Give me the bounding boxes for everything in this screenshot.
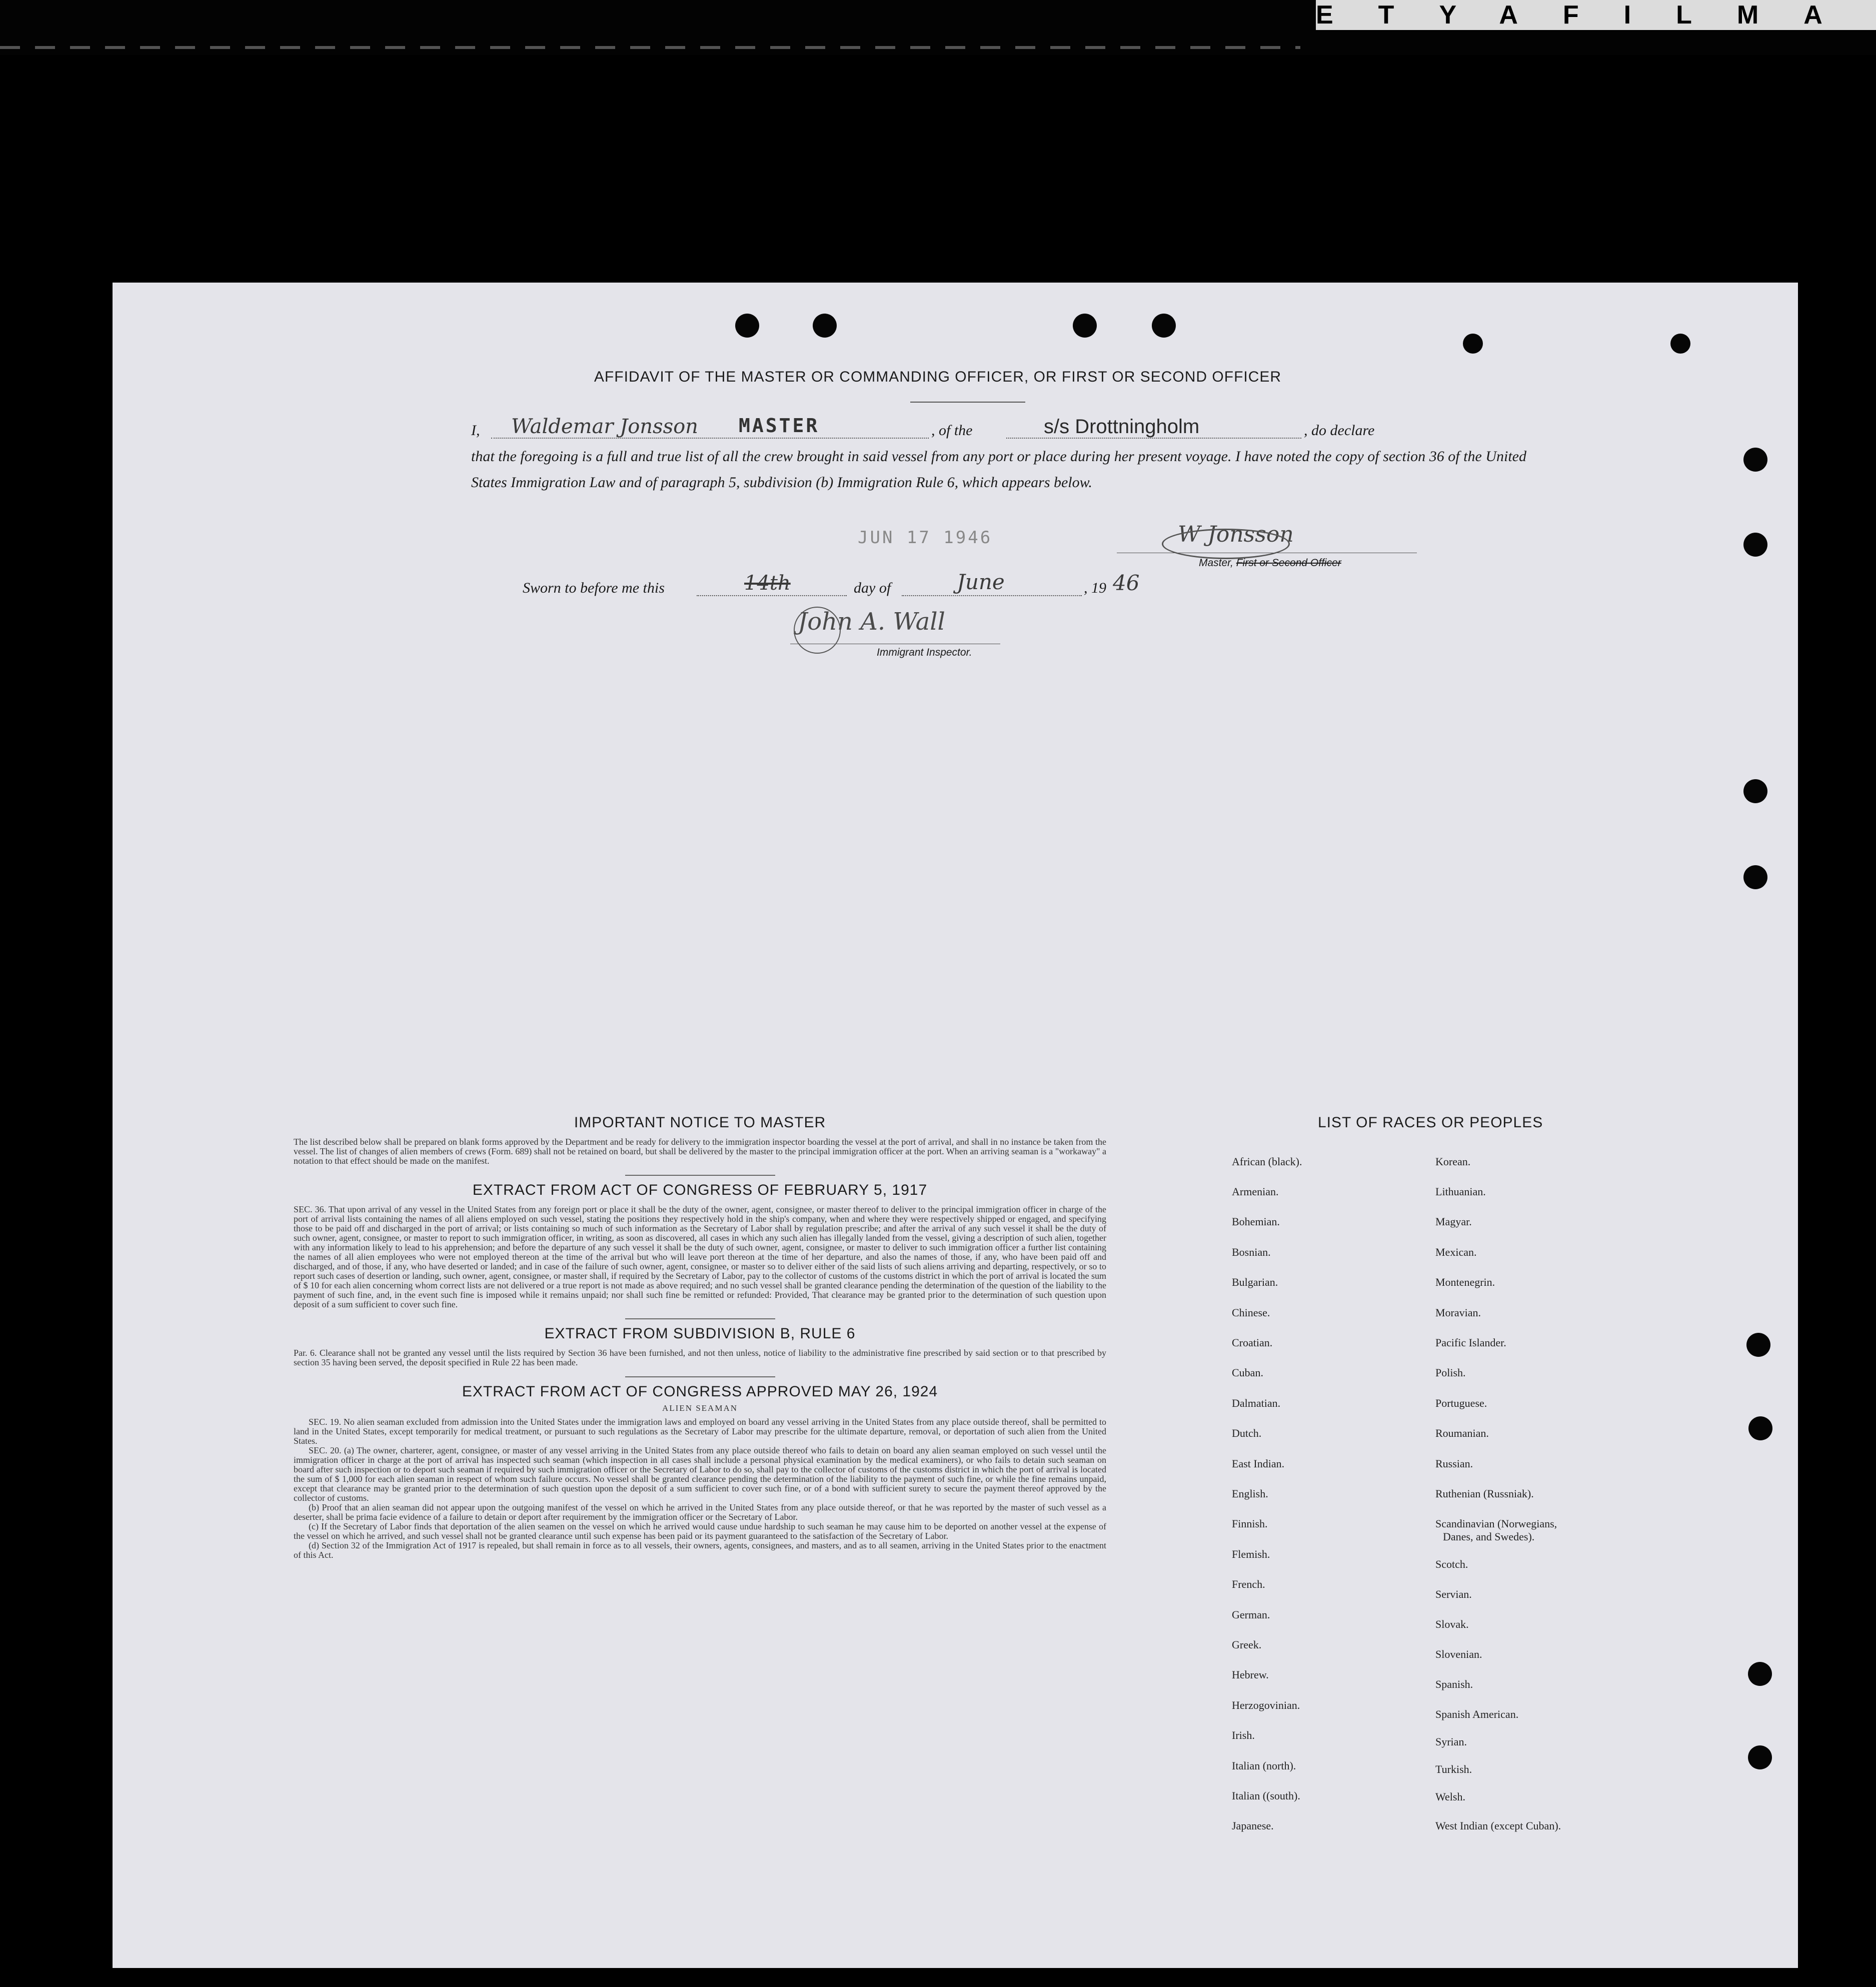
notice-title: IMPORTANT NOTICE TO MASTER [574, 1114, 826, 1131]
extract-1917-title: EXTRACT FROM ACT OF CONGRESS OF FEBRUARY 5, 1917 [472, 1182, 928, 1198]
race-item: Cuban. [1232, 1366, 1263, 1379]
legal-column [294, 1114, 1106, 1560]
race-item: French. [1232, 1578, 1265, 1590]
sworn-day: 14th [744, 572, 791, 595]
race-item: Portuguese. [1435, 1397, 1487, 1409]
race-item: Magyar. [1435, 1215, 1472, 1228]
race-item: Roumanian. [1435, 1427, 1489, 1439]
rule6-title: EXTRACT FROM SUBDIVISION B, RULE 6 [544, 1325, 856, 1342]
punch-hole [1746, 1333, 1770, 1357]
races-title: LIST OF RACES OR PEOPLES [1318, 1114, 1543, 1131]
race-item: Slovak. [1435, 1618, 1469, 1630]
extract-1924-title: EXTRACT FROM ACT OF CONGRESS APPROVED MAY 26, 1924 [462, 1383, 938, 1400]
race-item: Japanese. [1232, 1819, 1274, 1832]
races-left-list [1232, 1155, 1422, 1832]
officer-signature: W Jonsson [1178, 522, 1294, 547]
race-item: Italian ((south). [1232, 1789, 1300, 1802]
race-item: Slovenian. [1435, 1648, 1482, 1660]
race-item: Spanish American. [1435, 1708, 1519, 1720]
race-item: West Indian (except Cuban). [1435, 1819, 1561, 1832]
race-item: Bulgarian. [1232, 1276, 1278, 1288]
year-suffix: 46 [1113, 571, 1140, 595]
race-item: Irish. [1232, 1729, 1255, 1741]
title-rule [910, 402, 1025, 403]
race-item: Scotch. [1435, 1558, 1468, 1570]
punch-hole [1670, 334, 1690, 354]
vessel-name: s/s Drottningholm [1044, 416, 1200, 438]
day-of: day of [854, 580, 891, 596]
extract-1924-para: (c) If the Secretary of Labor finds that deportation of the alien seamen on the vessel on which he arrived would cause undue hardship to such seaman he may cause him to be deported on another vessel at the expense of the vessel on which he arrived, and such vessel shall not be granted clearance until such expense has been paid or its payment guaranteed to the satisfaction of the Secretary of Labor. [294, 1521, 1106, 1541]
race-item: Dalmatian. [1232, 1397, 1281, 1409]
extract-1924-para: SEC. 19. No alien seaman excluded from admission into the United States under the immigration laws and employed on board any vessel arriving in the United States from any place outside thereof, shall be permitted to land in the United States, except temporarily for medical treatment, or pursuant to such regulations as the Secretary of Labor may prescribe for the ultimate departure, removal, or deportation of such alien from the United States. [294, 1417, 1106, 1446]
sworn-month-field [902, 570, 1082, 596]
race-item: East Indian. [1232, 1457, 1285, 1470]
sworn-month: June [957, 570, 1005, 594]
caption-struck: First or Second Officer [1236, 557, 1341, 569]
section-divider [625, 1318, 775, 1319]
race-item: Montenegrin. [1435, 1276, 1495, 1288]
affidavit-title: AFFIDAVIT OF THE MASTER OR COMMANDING OFFICER, OR FIRST OR SECOND OFFICER [594, 369, 1282, 385]
race-item: Scandinavian (Norwegians, [1435, 1517, 1557, 1530]
punch-hole [1748, 1662, 1772, 1686]
race-item: Hebrew. [1232, 1668, 1269, 1681]
punch-hole [1463, 334, 1483, 354]
race-item: Italian (north). [1232, 1759, 1296, 1772]
section-divider [625, 1175, 775, 1176]
notice-text: The list described below shall be prepared on blank forms approved by the Department and be ready for delivery to the immigration inspector boarding the vessel at the port of arrival, and shall in no instance be taken from the vessel. The list of changes of alien members of crews (Form. 689) shall not be retained on board, but shall be delivered by the master to the principal immigration officer at the port. When an arriving seaman is a "workaway" a notation to that effect should be made on the manifest. [294, 1137, 1106, 1166]
race-item: Turkish. [1435, 1763, 1472, 1775]
race-item: Croatian. [1232, 1336, 1273, 1349]
text-of-the: , of the [931, 422, 973, 439]
race-item: Bohemian. [1232, 1215, 1280, 1228]
race-item: Syrian. [1435, 1735, 1467, 1748]
race-item: Chinese. [1232, 1306, 1270, 1319]
year-prefix: , 19 [1084, 580, 1106, 596]
race-item: Pacific Islander. [1435, 1336, 1506, 1349]
declaration-line-1 [471, 415, 1526, 444]
text-i: I, [471, 422, 480, 439]
punch-hole [1743, 865, 1767, 889]
inspector-signature: John A. Wall [798, 608, 945, 636]
declaration-block [471, 415, 1526, 496]
extract-1924-para: SEC. 20. (a) The owner, charterer, agent, consignee, or master of any vessel arriving in the United States from any place outside thereof who fails to detain on board any alien seaman employed on such vessel until the immigration officer in charge at the port of arrival has inspected such seaman (which inspection in all cases shall include a personal physical examination by the medical examiners), or who fails to detain such seaman on board after such inspection or to deport such seaman if required by such immigration officer or the Secretary of Labor to do so, shall pay to the collector of customs of the customs district in which the port of arrival is located the sum of $ 1,000 for each alien seaman in respect of whom such failure occurs. No vessel shall be granted clearance pending the determination of the liability to the payment of such fine, or while the fine remains unpaid, except that clearance may be granted prior to the determination of such question upon the deposit of a sum sufficient to cover such fine, or of a bond with sufficient surety to secure the payment thereof approved by the collector of customs. [294, 1445, 1106, 1503]
date-stamp: JUN 17 1946 [858, 528, 993, 548]
race-item: Greek. [1232, 1638, 1262, 1651]
sworn-text: Sworn to before me this [523, 580, 665, 596]
punch-hole [1743, 779, 1767, 803]
inspector-flourish [794, 607, 841, 654]
master-signature: Waldemar Jonsson [511, 415, 698, 438]
race-item: English. [1232, 1487, 1268, 1500]
race-item: Bosnian. [1232, 1246, 1271, 1258]
race-item: Dutch. [1232, 1427, 1262, 1439]
punch-hole [1152, 314, 1176, 338]
punch-hole [735, 314, 759, 338]
punch-hole [813, 314, 837, 338]
race-item: African (black). [1232, 1155, 1302, 1168]
race-item: Servian. [1435, 1588, 1472, 1600]
document-page [113, 283, 1798, 1968]
extract-1924-para: (b) Proof that an alien seaman did not appear upon the outgoing manifest of the vessel on which he arrived in the United States from any place outside thereof, or that he was reported by the master of such vessel as a deserter, shall be prima facie evidence of a failure to detain or deport after requirement by the immigration officer or the Secretary of Labor. [294, 1502, 1106, 1522]
race-item: Armenian. [1232, 1185, 1279, 1198]
race-item: Mexican. [1435, 1246, 1477, 1258]
race-item: Lithuanian. [1435, 1185, 1486, 1198]
race-item: Korean. [1435, 1155, 1471, 1168]
caption-master: Master, [1199, 557, 1233, 569]
film-dash-line [0, 46, 1300, 49]
punch-hole [1748, 1416, 1772, 1440]
races-right-list [1435, 1155, 1645, 1855]
rule6-text: Par. 6. Clearance shall not be granted any vessel until the lists required by Section 36 have been furnished, and not then unless, notice of liability to the administrative fine prescribed by said section or to that prescribed by section 35 having been served, the deposit specified in Rule 22 has been made. [294, 1348, 1106, 1367]
master-name-field [491, 415, 929, 439]
text-do-declare: , do declare [1304, 422, 1375, 439]
vessel-field [1006, 418, 1301, 439]
declaration-text: that the foregoing is a full and true list of all the crew brought in said vessel from any port or place during her present voyage. I have noted the copy of section 36 of the United States Immigration Law and of paragraph 5, subdivision (b) Immigration Rule 6, which appears below. [471, 448, 1526, 491]
extract-1917-text: SEC. 36. That upon arrival of any vessel in the United States from any foreign port or place it shall be the duty of the owner, agent, consignee, or master thereof to deliver to the principal immigration officer in charge of the port of arrival lists containing the names of all aliens employed on such vessel, stating the positions they respectively hold in the ship's company, when and where they were respectively shipped or engaged, and specifying those to be paid off and discharged in the port of arrival; or lists containing so much of such information as the Secretary of Labor shall by regulation prescribe; and after the arrival of any such vessel it shall be the duty of such owner, agent, consignee, or master to report to such immigration officer, in writing, as soon as discovered, all cases in which any such alien has illegally landed from the vessel, giving a description of such alien, together with any information likely to lead to his apprehension; and before the departure of any such vessel it shall be the duty of such owner, agent, consignee, or master to deliver to such immigration officer a further list containing the names of all alien employees who were not employed thereon at the time of the arrival but who will leave port thereon at the time of her departure, and also the names of those, if any, who have been paid off and discharged, and of those, if any, who have deserted or landed; and in case of the failure of such owner, agent, consignee, or master so to deliver either of the said lists of such aliens arriving and departing, respectively, or so to report such cases of desertion or landing, such owner, agent, consignee, or master shall, if required by the Secretary of Labor, pay to the collector of customs of the customs district in which the port of arrival is located the sum of $ 10 for each alien concerning whom correct lists are not delivered or a true report is not made as above required; and no such vessel shall be granted clearance pending the determination of the question of the liability to the payment of such fine, and, in the event such fine is imposed while it remains unpaid; nor shall such fine be remitted or refunded: Provided, That clearance may be granted prior to the determination of such question upon deposit of a sum sufficient to cover such fine. [294, 1204, 1106, 1309]
inspector-caption: Immigrant Inspector. [877, 647, 972, 658]
race-item: Finnish. [1232, 1517, 1268, 1530]
section-divider [625, 1376, 775, 1377]
punch-hole [1748, 1745, 1772, 1769]
film-edge-label: ETYAFILMA [1316, 0, 1876, 30]
punch-hole [1073, 314, 1097, 338]
rank-stamp: MASTER [739, 415, 820, 437]
race-item: Polish. [1435, 1366, 1466, 1379]
race-item: Ruthenian (Russniak). [1435, 1487, 1534, 1500]
film-strip [0, 0, 1876, 55]
officer-caption [1199, 557, 1341, 569]
race-item: Welsh. [1435, 1790, 1465, 1803]
race-item: Flemish. [1232, 1548, 1270, 1560]
sworn-day-field [697, 572, 847, 596]
extract-1924-subtitle: ALIEN SEAMAN [662, 1403, 738, 1413]
race-item: Spanish. [1435, 1678, 1473, 1690]
extract-1924-para: (d) Section 32 of the Immigration Act of 1917 is repealed, but shall remain in force as to all vessels, their owners, agents, consignees, and masters, and as to all seamen, arriving in the United States prior to the enactment of this Act. [294, 1540, 1106, 1560]
race-item: Moravian. [1435, 1306, 1481, 1319]
race-item: Russian. [1435, 1457, 1473, 1470]
punch-hole [1743, 533, 1767, 557]
race-item: Herzogovinian. [1232, 1699, 1300, 1711]
race-item: Danes, and Swedes). [1443, 1530, 1535, 1543]
signature-flourish [1162, 529, 1290, 559]
race-item: German. [1232, 1608, 1270, 1621]
punch-hole [1743, 448, 1767, 472]
sworn-line [523, 570, 1273, 605]
